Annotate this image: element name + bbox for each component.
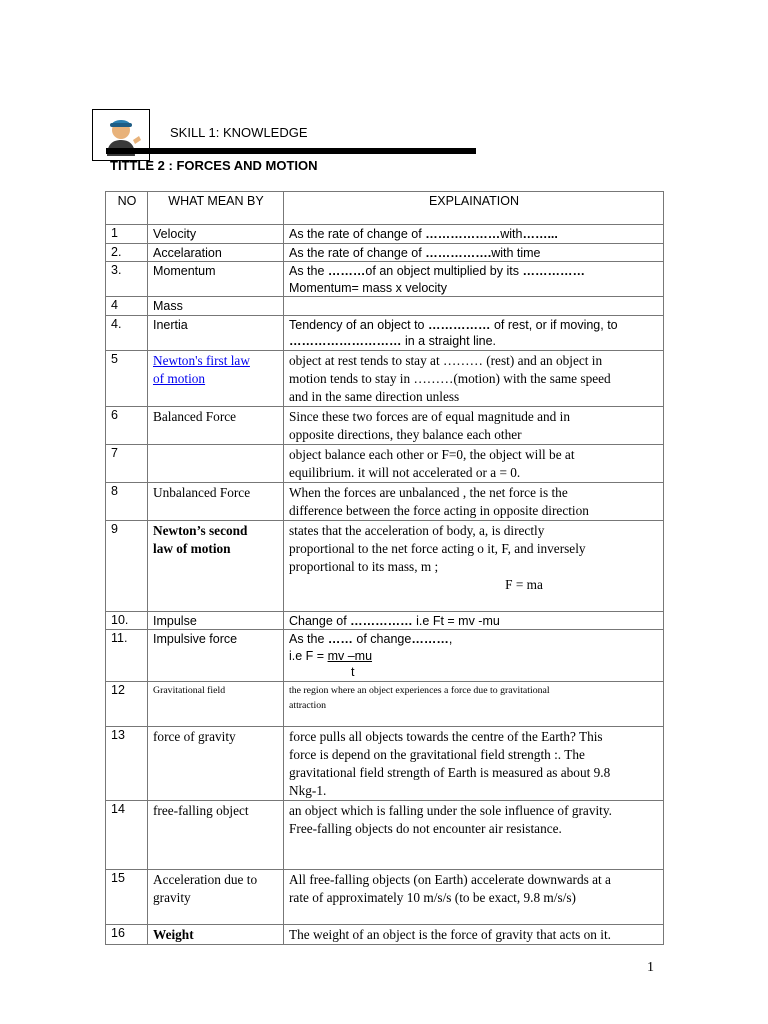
row-explanation: Change of …………… i.e Ft = mv -mu xyxy=(284,611,664,630)
row-number: 10. xyxy=(106,611,148,630)
row-explanation: Tendency of an object to …………… of rest, or if moving, to ……………………… in a straight line. xyxy=(284,315,664,350)
row-term: Gravitational field xyxy=(148,681,284,726)
row-explanation: an object which is falling under the sole influence of gravity. Free-falling objects do not encounter air resistance. xyxy=(284,800,664,869)
row-number: 4. xyxy=(106,315,148,350)
header-term: WHAT MEAN BY xyxy=(148,192,284,225)
row-term xyxy=(148,444,284,482)
table-row xyxy=(106,350,664,406)
table-row xyxy=(106,315,664,350)
skill-heading: SKILL 1: KNOWLEDGE xyxy=(170,125,308,140)
row-term: Newton’s second law of motion xyxy=(148,520,284,611)
row-explanation xyxy=(284,297,664,316)
header-explanation: EXPLAINATION xyxy=(284,192,664,225)
table-row xyxy=(106,800,664,869)
table-row xyxy=(106,262,664,297)
heading-rule xyxy=(106,148,476,154)
row-number: 11. xyxy=(106,630,148,682)
row-term: Impulse xyxy=(148,611,284,630)
header-no: NO xyxy=(106,192,148,225)
row-number: 3. xyxy=(106,262,148,297)
row-term: Accelaration xyxy=(148,243,284,262)
table-row xyxy=(106,297,664,316)
row-explanation: the region where an object experiences a force due to gravitational attraction xyxy=(284,681,664,726)
formula: F = ma xyxy=(505,576,543,592)
row-number: 14 xyxy=(106,800,148,869)
row-term: free-falling object xyxy=(148,800,284,869)
table-row xyxy=(106,444,664,482)
row-term: force of gravity xyxy=(148,726,284,800)
table-header-row xyxy=(106,192,664,225)
row-term: Balanced Force xyxy=(148,406,284,444)
table-row xyxy=(106,869,664,924)
row-explanation: states that the acceleration of body, a, is directly proportional to the net force acting o it, F, and inversely proportional to its mass, m ; F = ma xyxy=(284,520,664,611)
row-explanation: All free-falling objects (on Earth) accelerate downwards at a rate of approximately 10 m/s/s (to be exact, 9.8 m/s/s) xyxy=(284,869,664,924)
row-number: 16 xyxy=(106,924,148,944)
row-number: 8 xyxy=(106,482,148,520)
row-number: 7 xyxy=(106,444,148,482)
table-row xyxy=(106,681,664,726)
row-term: Unbalanced Force xyxy=(148,482,284,520)
row-term: Weight xyxy=(148,924,284,944)
row-explanation: Since these two forces are of equal magnitude and in opposite directions, they balance each other xyxy=(284,406,664,444)
table-row xyxy=(106,225,664,244)
definitions-table xyxy=(105,191,664,945)
row-number: 12 xyxy=(106,681,148,726)
row-number: 13 xyxy=(106,726,148,800)
row-explanation: object balance each other or F=0, the object will be at equilibrium. it will not accelerated or a = 0. xyxy=(284,444,664,482)
row-explanation: As the ………of an object multiplied by its …………… Momentum= mass x velocity xyxy=(284,262,664,297)
row-number: 1 xyxy=(106,225,148,244)
table-row xyxy=(106,520,664,611)
row-explanation: As the …… of change………, i.e F = mv –mu t xyxy=(284,630,664,682)
row-term: Impulsive force xyxy=(148,630,284,682)
page-number: 1 xyxy=(647,960,654,975)
row-term: Momentum xyxy=(148,262,284,297)
row-number: 5 xyxy=(106,350,148,406)
row-number: 2. xyxy=(106,243,148,262)
row-term: Mass xyxy=(148,297,284,316)
row-explanation: As the rate of change of ………………with……... xyxy=(284,225,664,244)
row-explanation: force pulls all objects towards the centre of the Earth? This force is depend on the gravitational field strength :. The gravitational field strength of Earth is measured as about 9.8 Nkg-1. xyxy=(284,726,664,800)
page-title: TITTLE 2 : FORCES AND MOTION xyxy=(110,158,318,173)
table-row xyxy=(106,482,664,520)
row-number: 9 xyxy=(106,520,148,611)
table-row xyxy=(106,611,664,630)
table-row xyxy=(106,630,664,682)
row-explanation: The weight of an object is the force of gravity that acts on it. xyxy=(284,924,664,944)
table-row xyxy=(106,243,664,262)
row-number: 4 xyxy=(106,297,148,316)
row-term xyxy=(148,350,284,406)
row-explanation: object at rest tends to stay at ……… (rest) and an object in motion tends to stay in ………(motion) with the same speed and in the same direction unless xyxy=(284,350,664,406)
row-explanation: When the forces are unbalanced , the net force is the difference between the force acting in opposite direction xyxy=(284,482,664,520)
row-term: Inertia xyxy=(148,315,284,350)
newton-first-law-link[interactable]: Newton's first law of motion xyxy=(153,352,250,386)
table-row xyxy=(106,924,664,944)
table-row xyxy=(106,726,664,800)
table-row xyxy=(106,406,664,444)
row-term: Acceleration due to gravity xyxy=(148,869,284,924)
row-number: 6 xyxy=(106,406,148,444)
row-explanation: As the rate of change of …………….with time xyxy=(284,243,664,262)
row-number: 15 xyxy=(106,869,148,924)
row-term: Velocity xyxy=(148,225,284,244)
